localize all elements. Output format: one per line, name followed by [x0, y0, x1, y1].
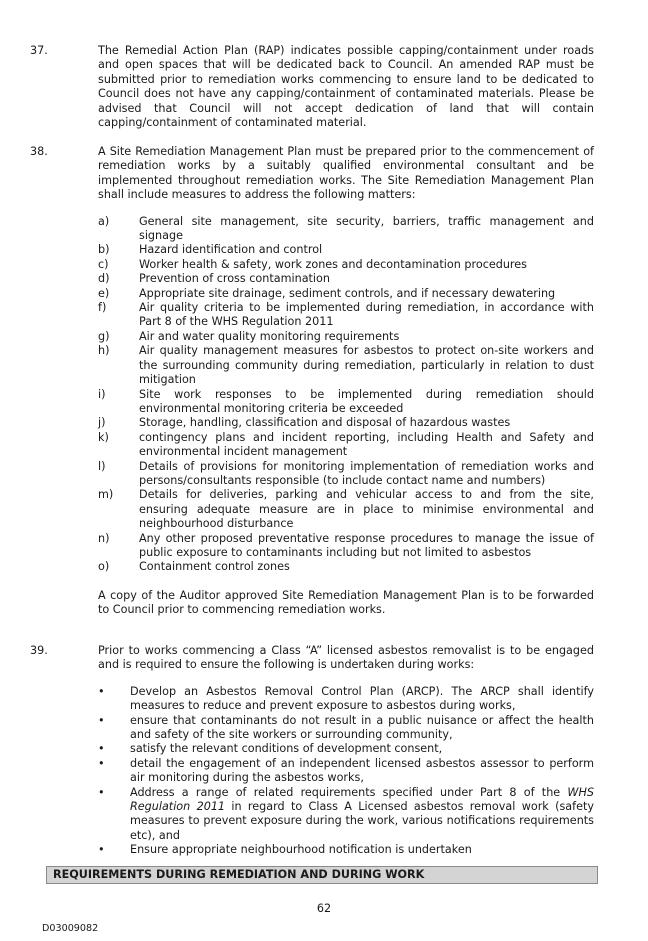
list-item — [98, 532, 594, 561]
clause-number: 38. — [30, 145, 48, 158]
list-item-label: b) — [98, 243, 110, 257]
list-item — [98, 560, 594, 574]
list-item-text: Hazard identification and control — [139, 243, 323, 257]
list-item — [98, 344, 594, 387]
list-item-text: satisfy the relevant conditions of development consent, — [130, 742, 443, 756]
list-item — [98, 215, 594, 244]
list-item — [98, 287, 594, 301]
list-item-label: h) — [98, 344, 110, 358]
list-item — [98, 714, 594, 743]
list-item-label: j) — [98, 416, 106, 430]
bullet-icon: • — [98, 713, 105, 727]
list-item-text: detail the engagement of an independent licensed asbestos assessor to perform air monitoring during the asbestos works, — [130, 756, 594, 785]
list-item — [98, 742, 594, 756]
list-item-text: General site management, site security, barriers, traffic management and signage — [139, 214, 594, 243]
list-item — [98, 301, 594, 330]
list-item — [98, 843, 594, 857]
list-item — [98, 431, 594, 460]
list-item — [98, 757, 594, 786]
list-item — [98, 258, 594, 272]
list-item-label: c) — [98, 257, 109, 271]
list-item-text: Air quality management measures for asbestos to protect on-site workers and the surrounding community during remediation, particularly in relation to dust mitigation — [139, 344, 594, 387]
list-item-label: o) — [98, 560, 110, 574]
list-item-label: n) — [98, 531, 110, 545]
clause-text: The Remedial Action Plan (RAP) indicates possible capping/containment under roads and open spaces that will be dedicated back to Council. An amended RAP must be submitted prior to remediation works commencing to ensure land to be dedicated to Council does not have any capping/containment of contaminated materials. Please be advised that Council will not accept dedication of land that will contain capping/containment of contaminated material. — [98, 44, 594, 130]
list-item-text-end: in regard to Class A Licensed asbestos removal work (safety measures to prevent exposure during the work, various notifications requirements etc), and — [130, 800, 594, 842]
list-item-label: f) — [98, 301, 107, 315]
list-item-label: i) — [98, 387, 106, 401]
list-item-text: Details of provisions for monitoring implementation of remediation works and persons/consultants responsible (to include contact name and numbers) — [139, 459, 594, 487]
list-item-text: Prevention of cross contamination — [139, 272, 330, 286]
list-item — [98, 243, 594, 257]
list-item-text: Storage, handling, classification and disposal of hazardous wastes — [139, 416, 511, 430]
list-item-label: e) — [98, 286, 110, 300]
asbestos-requirements-list — [98, 685, 594, 858]
bullet-icon: • — [98, 756, 105, 770]
list-item-text: Air and water quality monitoring requirements — [139, 329, 400, 343]
list-item — [98, 388, 594, 417]
clause-closing-text: A copy of the Auditor approved Site Remediation Management Plan is to be forwarded to Council prior to commencing remediation works. — [98, 588, 594, 617]
list-item-label: d) — [98, 272, 110, 286]
list-item-text: Worker health & safety, work zones and decontamination procedures — [139, 257, 527, 271]
clause-number: 37. — [30, 44, 48, 57]
list-item — [98, 786, 594, 844]
list-item-text: contingency plans and incident reporting, including Health and Safety and environmental incident management — [139, 430, 594, 459]
list-item-label: g) — [98, 329, 110, 343]
bullet-icon: • — [98, 684, 105, 698]
list-item-text: ensure that contaminants do not result in a public nuisance or affect the health and safety of the site workers or surrounding community, — [130, 713, 594, 742]
list-item-text — [130, 786, 594, 842]
list-item-text: Appropriate site drainage, sediment controls, and if necessary dewatering — [139, 286, 556, 300]
clause-38 — [30, 145, 594, 618]
list-item-text: Ensure appropriate neighbourhood notification is undertaken — [130, 843, 472, 857]
clause-37 — [30, 44, 594, 130]
bullet-icon: • — [98, 742, 105, 756]
regulation-title: WHS Regulation 2011 — [130, 785, 594, 814]
list-item-text: Site work responses to be implemented during remediation should environmental monitoring criteria be exceeded — [139, 387, 594, 415]
list-item — [98, 488, 594, 531]
bullet-icon: • — [98, 785, 105, 799]
list-item-text-start: Address a range of related requirements specified under Part 8 of the — [130, 785, 568, 799]
list-item-label: a) — [98, 214, 110, 228]
clause-text: A Site Remediation Management Plan must be prepared prior to the commencement of remediation works by a suitably qualified environmental consultant and be implemented throughout remediation works. The Site Remediation Management Plan shall include measures to address the following matters: — [98, 145, 594, 202]
list-item — [98, 416, 594, 430]
list-item-label: k) — [98, 430, 109, 444]
clause-number: 39. — [30, 644, 48, 657]
list-item-text: Any other proposed preventative response procedures to manage the issue of public exposure to contaminants including but not limited to asbestos — [139, 531, 594, 559]
list-item-label: m) — [98, 488, 114, 502]
bullet-icon: • — [98, 843, 105, 857]
list-item-text: Air quality criteria to be implemented during remediation, in accordance with Part 8 of the WHS Regulation 2011 — [139, 301, 594, 329]
list-item-text: Develop an Asbestos Removal Control Plan (ARCP). The ARCP shall identify measures to reduce and prevent exposure to asbestos during works, — [130, 684, 594, 713]
list-item — [98, 272, 594, 286]
matters-list — [98, 215, 594, 575]
list-item — [98, 685, 594, 714]
page-number: 62 — [316, 902, 332, 915]
list-item — [98, 330, 594, 344]
section-heading: REQUIREMENTS DURING REMEDIATION AND DURING WORK — [46, 866, 598, 884]
clause-39 — [30, 644, 594, 858]
document-id: D03009082 — [42, 923, 99, 934]
list-item-text: Details for deliveries, parking and vehicular access to and from the site, ensuring adequate measure are in place to minimise environmental and neighbourhood disturbance — [139, 488, 594, 531]
list-item-label: l) — [98, 459, 106, 473]
list-item-text: Containment control zones — [139, 560, 290, 574]
list-item — [98, 460, 594, 489]
clause-text: Prior to works commencing a Class “A” licensed asbestos removalist is to be engaged and is required to ensure the following is undertaken during works: — [98, 644, 594, 672]
